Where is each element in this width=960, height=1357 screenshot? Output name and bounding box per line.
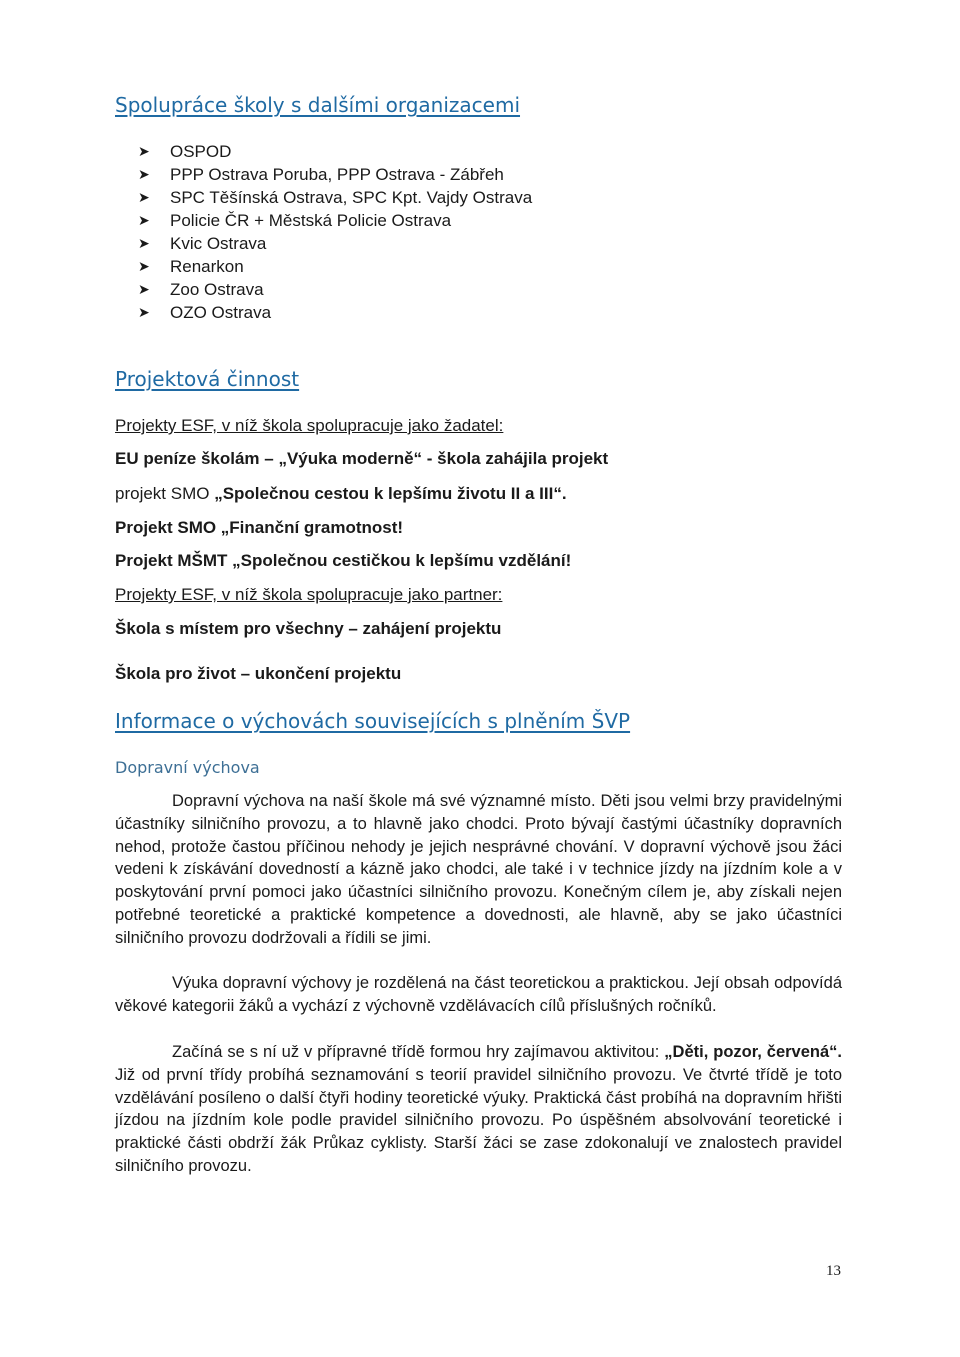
list-item: ➤ OSPOD (138, 142, 232, 161)
section-title-projects: Projektová činnost (115, 367, 300, 391)
partner-intro: Projekty ESF, v níž škola spolupracuje jako partner: (115, 585, 503, 604)
section-title-cooperation: Spolupráce školy s dalšími organizacemi (115, 93, 521, 117)
paragraph-1: Dopravní výchova na naší škole má své významné místo. Děti jsou velmi brzy pravidelnými účastníky silničního provozu, a to hlavně jako chodci. Proto bývají častými účastníky dopravních nehod, protože častou příčinou nehody je jejich nesprávné chování. V dopravní výchově jsou žáci vedeni k získávání dovedností a kázně jako chodci, ale také i v technice jízdy na jízdním kole a v poskytování první pomoci jako účastníci silničního provozu. Konečným cílem je, aby získali nejen potřebné teoretické a praktické kompetence a dovednosti, ale hlavně, aby se jako účastníci silničního provozu dodržovali a řídili se jimi. (115, 792, 842, 947)
arrow-bullet-icon: ➤ (138, 258, 150, 274)
applicant-intro: Projekty ESF, v níž škola spolupracuje jako žadatel: (115, 416, 504, 435)
section-title-education: Informace o výchovách souvisejících s plněním ŠVP (115, 709, 631, 733)
arrow-bullet-icon: ➤ (138, 235, 150, 251)
list-item: ➤ OZO Ostrava (138, 303, 272, 322)
school-for-all-project: Škola s místem pro všechny – zahájení projektu (115, 619, 502, 638)
eu-money-project: EU peníze školám – „Výuka moderně“ - škola zahájila projekt (115, 449, 609, 468)
arrow-bullet-icon: ➤ (138, 304, 150, 320)
list-item: ➤ PPP Ostrava Poruba, PPP Ostrava - Zábřeh (138, 165, 504, 184)
paragraph-2: Výuka dopravní výchovy je rozdělená na část teoretickou a praktickou. Její obsah odpovídá věkové kategorii žáků a vychází z výchovně vzdělávacích cílů příslušných ročníků. (115, 974, 842, 1015)
paragraph-3: Začíná se s ní už v přípravné třídě formou hry zajímavou aktivitou: „Děti, pozor, červená“. Již od první třídy probíhá seznamování s teorií pravidel silničního provozu. Ve čtvrté třídě je toto vzdělávání posíleno o další čtyři hodiny teoretické výuky. Praktická část probíhá na dopravním hřišti jízdou na jízdním kole podle pravidel silničního provozu. Po úspěšném absolvování teoretické i praktické části obdrží žák Průkaz cyklisty. Starší žáci se zase zdokonalují ve znalostech pravidel silničního provozu. (115, 1043, 842, 1175)
arrow-bullet-icon: ➤ (138, 281, 150, 297)
list-item: ➤ SPC Těšínská Ostrava, SPC Kpt. Vajdy Ostrava (138, 188, 533, 207)
arrow-bullet-icon: ➤ (138, 143, 150, 159)
arrow-bullet-icon: ➤ (138, 212, 150, 228)
arrow-bullet-icon: ➤ (138, 166, 150, 182)
page-number: 13 (826, 1263, 841, 1279)
list-item: ➤ Kvic Ostrava (138, 234, 267, 253)
list-item: ➤ Renarkon (138, 257, 244, 276)
arrow-bullet-icon: ➤ (138, 189, 150, 205)
list-item: ➤ Zoo Ostrava (138, 280, 264, 299)
list-item: ➤ Policie ČR + Městská Policie Ostrava (138, 211, 452, 230)
organization-list (138, 140, 532, 324)
smo-project-line: projekt SMO „Společnou cestou k lepšímu životu II a III“. (115, 484, 567, 503)
msmt-project: Projekt MŠMT „Společnou cestičkou k lepšímu vzdělání! (115, 551, 572, 570)
smo-finance-project: Projekt SMO „Finanční gramotnost! (115, 518, 404, 537)
school-for-life-project: Škola pro život – ukončení projektu (115, 664, 402, 683)
subsection-title: Dopravní výchova (115, 758, 260, 777)
